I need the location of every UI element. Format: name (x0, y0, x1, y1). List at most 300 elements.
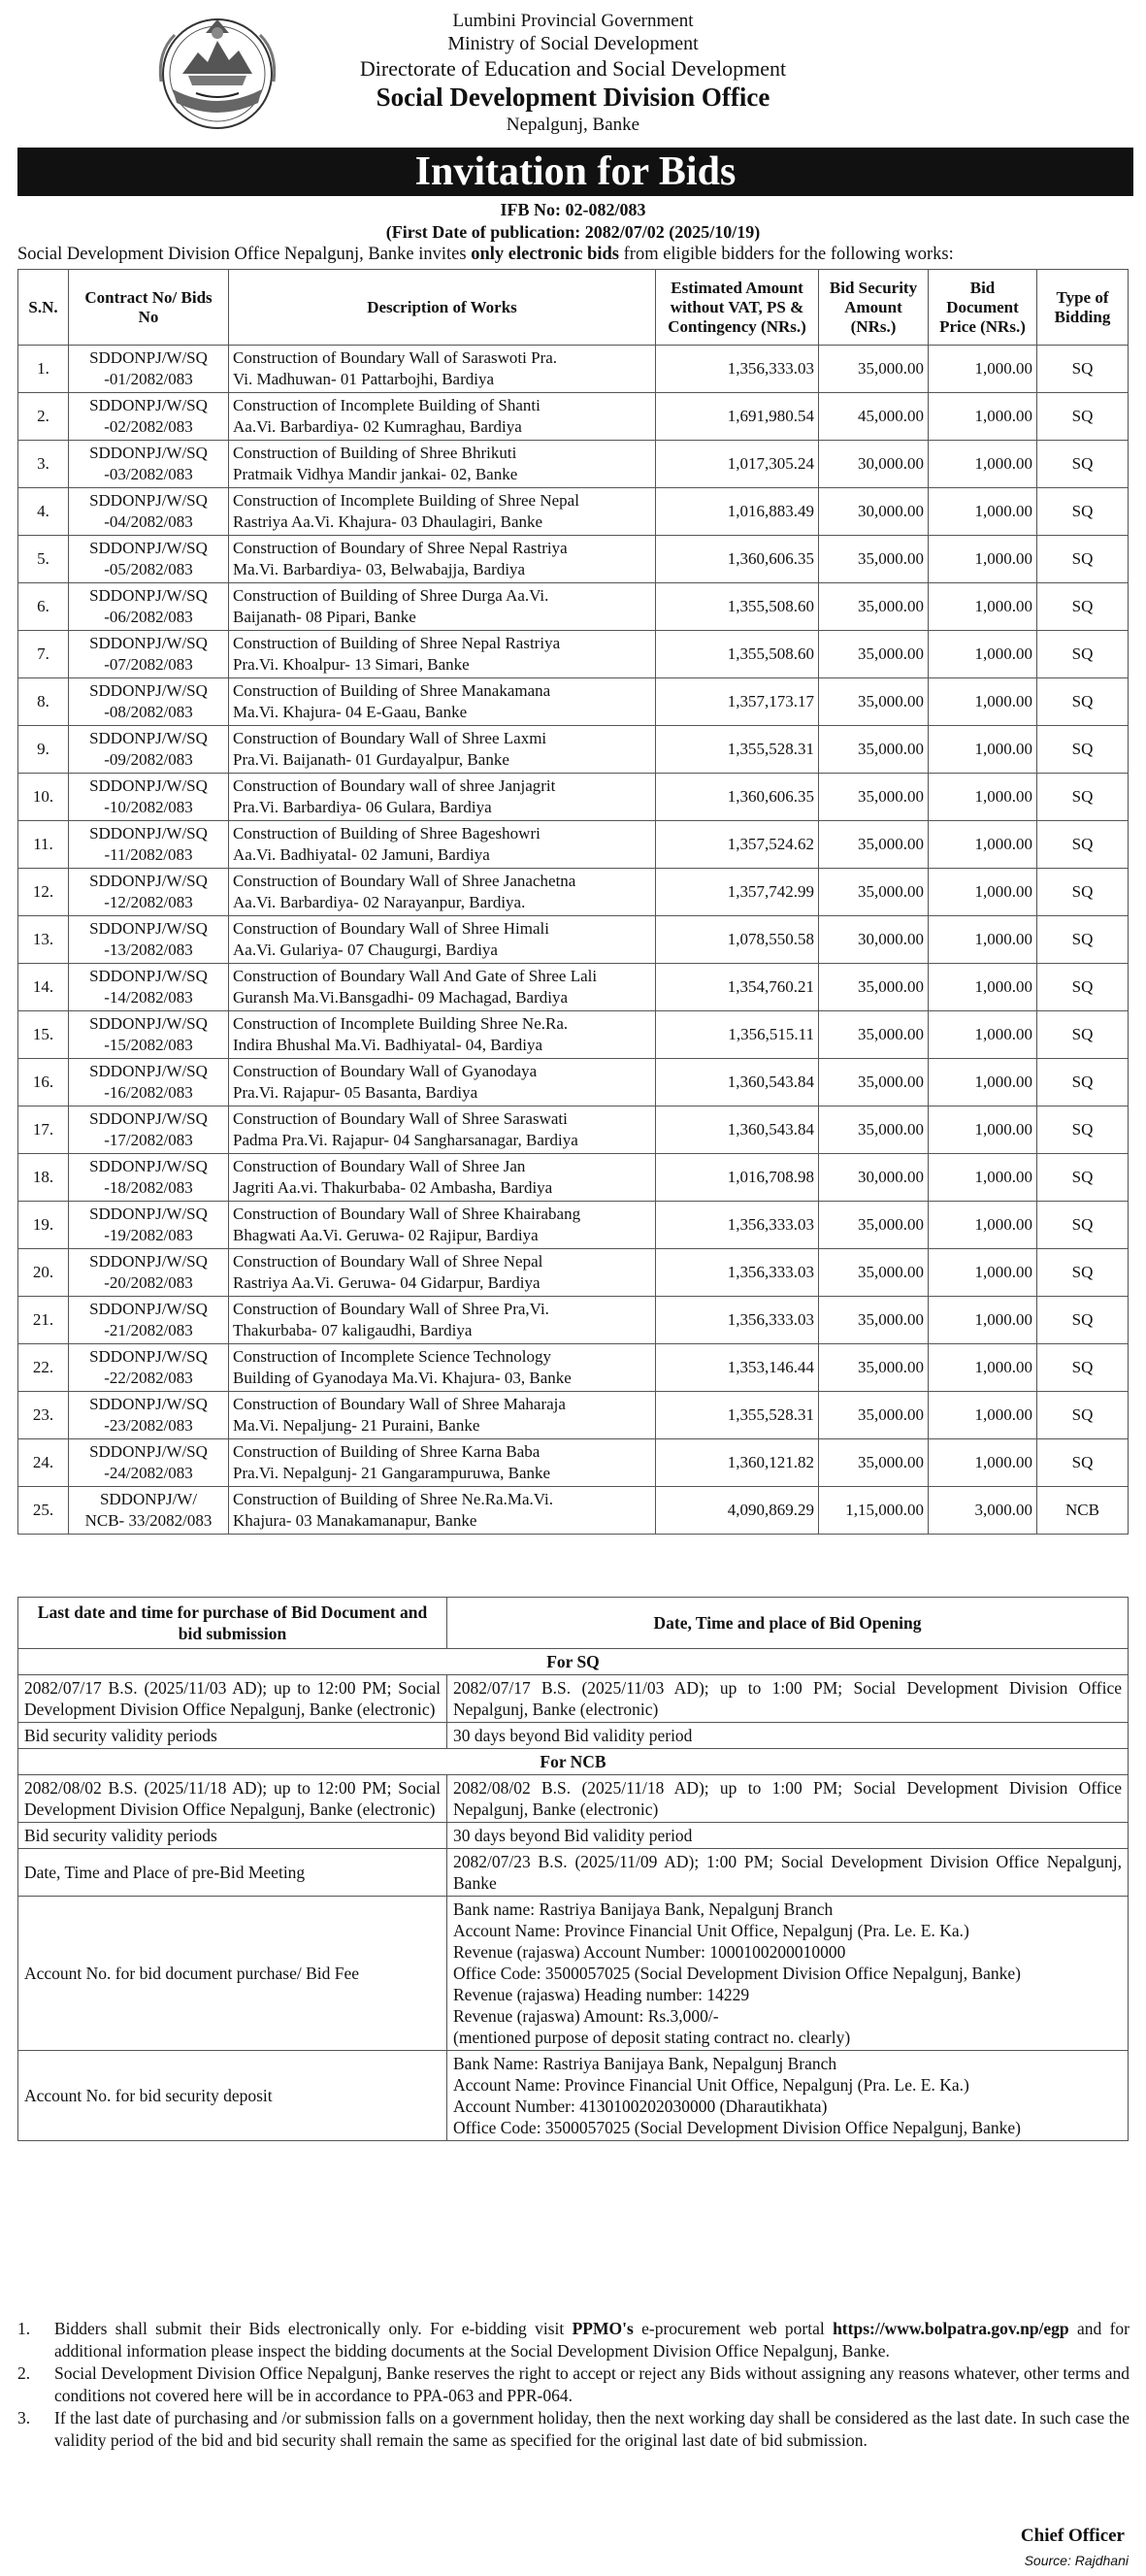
cell-contract-no-line: SDDONPJ/W/SQ (89, 1205, 208, 1223)
schedule-col1-header: Last date and time for purchase of Bid Document and bid submission (18, 1598, 447, 1649)
deposit-account-number: Account Number: 4130100202030000 (Dharautikhata) (453, 2097, 828, 2116)
cell-estimate-line: 1,356,333.03 (727, 359, 814, 378)
cell-security (819, 1011, 929, 1059)
cell-sn (18, 1106, 69, 1154)
cell-description-line: Vi. Madhuwan- 01 Pattarbojhi, Bardiya (233, 370, 495, 388)
provincial-government: Lumbini Provincial Government (452, 11, 694, 31)
cell-description-line: Construction of Building of Shree Bageshowri (233, 824, 540, 842)
cell-doc-price-line: 1,000.00 (974, 787, 1032, 806)
cell-description (229, 393, 656, 441)
cell-security (819, 1249, 929, 1297)
col-security: Bid Security Amount (NRs.) (819, 270, 929, 346)
intro-after: from eligible bidders for the following works: (619, 245, 954, 264)
cell-estimate-line: 4,090,869.29 (727, 1501, 814, 1519)
cell-type (1037, 393, 1129, 441)
office-name: Social Development Division Office (376, 83, 770, 113)
note-3 (17, 2407, 1130, 2452)
cell-estimate-line: 1,356,333.03 (727, 1263, 814, 1281)
cell-contract-no-line: SDDONPJ/W/ (99, 1490, 198, 1508)
cell-estimate (656, 1392, 819, 1439)
fee-account-row (18, 1897, 1129, 2051)
cell-security (819, 1106, 929, 1154)
cell-description (229, 631, 656, 678)
cell-type-line: SQ (1071, 1263, 1094, 1281)
cell-contract-no-line: SDDONPJ/W/SQ (89, 1395, 208, 1413)
cell-sn-line: 16. (32, 1073, 54, 1091)
cell-sn-line: 23. (32, 1405, 54, 1424)
cell-sn-line: 19. (32, 1215, 54, 1234)
cell-doc-price-line: 1,000.00 (974, 597, 1032, 615)
cell-contract-no (69, 916, 229, 964)
cell-security-line: 35,000.00 (858, 1310, 924, 1329)
cell-description-line: Padma Pra.Vi. Rajapur- 04 Sangharsanagar, Bardiya (233, 1131, 578, 1149)
cell-type-line: SQ (1071, 597, 1094, 615)
cell-security-line: 35,000.00 (858, 1025, 924, 1043)
cell-estimate (656, 631, 819, 678)
cell-doc-price (929, 916, 1037, 964)
cell-description-line: Construction of Boundary Wall of Gyanodaya (233, 1062, 538, 1080)
cell-estimate-line: 1,355,528.31 (727, 1405, 814, 1424)
cell-description-line: Construction of Boundary Wall of Shree Himali (233, 919, 549, 938)
ncb-dates-row (18, 1775, 1129, 1823)
cell-sn-line: 3. (37, 454, 49, 473)
cell-type (1037, 916, 1129, 964)
cell-security-line: 35,000.00 (858, 1358, 924, 1376)
cell-contract-no (69, 488, 229, 536)
cell-description (229, 1202, 656, 1249)
cell-description-line: Pra.Vi. Barbardiya- 06 Gulara, Bardiya (233, 798, 492, 816)
table-row (18, 726, 1129, 774)
ncb-opening: 2082/08/02 B.S. (2025/11/18 AD); up to 1:00 PM; Social Development Division Office Nepalgunj, Banke (electronic) (447, 1775, 1129, 1823)
cell-contract-no-line: -20/2082/083 (104, 1273, 193, 1292)
cell-security-line: 30,000.00 (858, 502, 924, 520)
cell-description-line: Construction of Boundary Wall of Shree Maharaja (233, 1395, 566, 1413)
header-text (0, 10, 1146, 137)
cell-description-line: Pra.Vi. Baijanath- 01 Gurdayalpur, Banke (233, 750, 509, 769)
table-row (18, 393, 1129, 441)
cell-description-line: Ma.Vi. Nepaljung- 21 Puraini, Banke (233, 1416, 480, 1435)
cell-description-line: Indira Bhushal Ma.Vi. Badhiyatal- 04, Bardiya (233, 1036, 543, 1054)
cell-contract-no-line: -02/2082/083 (104, 417, 193, 436)
bids-table-body (18, 346, 1129, 1535)
deposit-account-row (18, 2051, 1129, 2141)
directorate-name: Directorate of Education and Social Development (359, 55, 787, 81)
deposit-account-details (447, 2051, 1129, 2141)
cell-type-line: SQ (1071, 359, 1094, 378)
cell-contract-no-line: SDDONPJ/W/SQ (89, 776, 208, 795)
cell-contract-no (69, 536, 229, 583)
note-text: If the last date of purchasing and /or submission falls on a government holiday, then the next working day shall be considered as the last date. In such case the validity period of the bid and bid security shall remain the same as specified for the original last date of bid submission. (54, 2408, 1130, 2450)
table-row (18, 869, 1129, 916)
cell-doc-price (929, 1059, 1037, 1106)
cell-description-line: Guransh Ma.Vi.Bansgadhi- 09 Machagad, Bardiya (233, 988, 569, 1007)
cell-contract-no (69, 1439, 229, 1487)
cell-doc-price-line: 1,000.00 (974, 359, 1032, 378)
bids-table (17, 269, 1129, 1535)
cell-estimate-line: 1,016,883.49 (727, 502, 814, 520)
cell-description-line: Khajura- 03 Manakamanapur, Banke (233, 1511, 477, 1530)
cell-description-line: Construction of Building of Shree Manakamana (233, 681, 551, 700)
cell-doc-price (929, 1297, 1037, 1344)
fee-office-code: Office Code: 3500057025 (Social Development Division Office Nepalgunj, Banke) (453, 1964, 1021, 1983)
cell-doc-price-line: 1,000.00 (974, 930, 1032, 948)
cell-estimate-line: 1,691,980.54 (727, 407, 814, 425)
cell-doc-price-line: 1,000.00 (974, 549, 1032, 568)
cell-contract-no-line: SDDONPJ/W/SQ (89, 872, 208, 890)
cell-description (229, 821, 656, 869)
cell-sn-line: 7. (37, 644, 49, 663)
table-row (18, 631, 1129, 678)
table-row (18, 1392, 1129, 1439)
sq-section-row (18, 1649, 1129, 1675)
page-title: Invitation for Bids (17, 148, 1133, 196)
sq-validity-value: 30 days beyond Bid validity period (447, 1723, 1129, 1749)
cell-contract-no (69, 1297, 229, 1344)
cell-contract-no-line: -23/2082/083 (104, 1416, 193, 1435)
table-row (18, 1011, 1129, 1059)
cell-contract-no (69, 1011, 229, 1059)
table-row (18, 821, 1129, 869)
cell-estimate (656, 821, 819, 869)
sq-section-label: For SQ (18, 1649, 1129, 1675)
cell-contract-no-line: SDDONPJ/W/SQ (89, 586, 208, 605)
cell-contract-no-line: SDDONPJ/W/SQ (89, 919, 208, 938)
cell-doc-price-line: 1,000.00 (974, 454, 1032, 473)
cell-contract-no-line: SDDONPJ/W/SQ (89, 824, 208, 842)
cell-sn (18, 1297, 69, 1344)
cell-contract-no (69, 774, 229, 821)
fee-note: (mentioned purpose of deposit stating contract no. clearly) (453, 2028, 851, 2047)
fee-account-number: Revenue (rajaswa) Account Number: 1000100200010000 (453, 1942, 846, 1962)
note-text: Social Development Division Office Nepalgunj, Banke reserves the right to accept or reject any Bids without assigning any reasons whatever, other terms and conditions not covered here will be in accordance to PPA-063 and PPR-064. (54, 2363, 1130, 2405)
cell-sn (18, 1202, 69, 1249)
sq-validity-row (18, 1723, 1129, 1749)
cell-estimate (656, 1487, 819, 1535)
cell-description (229, 1154, 656, 1202)
cell-doc-price-line: 1,000.00 (974, 692, 1032, 710)
cell-contract-no-line: -16/2082/083 (104, 1083, 193, 1102)
cell-contract-no-line: -19/2082/083 (104, 1226, 193, 1244)
cell-contract-no-line: -09/2082/083 (104, 750, 193, 769)
cell-estimate (656, 1297, 819, 1344)
cell-description-line: Rastriya Aa.Vi. Geruwa- 04 Gidarpur, Bardiya (233, 1273, 540, 1292)
cell-security (819, 583, 929, 631)
cell-sn (18, 726, 69, 774)
sq-dates-row (18, 1675, 1129, 1723)
cell-doc-price-line: 1,000.00 (974, 977, 1032, 996)
cell-contract-no-line: -21/2082/083 (104, 1321, 193, 1339)
cell-contract-no-line: SDDONPJ/W/SQ (89, 729, 208, 747)
cell-sn (18, 821, 69, 869)
fee-amount: Revenue (rajaswa) Amount: Rs.3,000/- (453, 2006, 719, 2026)
cell-type-line: SQ (1071, 1120, 1094, 1139)
cell-doc-price-line: 1,000.00 (974, 502, 1032, 520)
cell-doc-price-line: 1,000.00 (974, 1405, 1032, 1424)
cell-sn-line: 24. (32, 1453, 54, 1471)
ncb-section-label: For NCB (18, 1749, 1129, 1775)
cell-doc-price-line: 1,000.00 (974, 1215, 1032, 1234)
cell-estimate (656, 726, 819, 774)
cell-sn-line: 21. (32, 1310, 54, 1329)
cell-estimate (656, 393, 819, 441)
deposit-office-code: Office Code: 3500057025 (Social Development Division Office Nepalgunj, Banke) (453, 2118, 1021, 2137)
cell-security-line: 35,000.00 (858, 1120, 924, 1139)
cell-estimate (656, 1059, 819, 1106)
cell-description (229, 1011, 656, 1059)
cell-type-line: SQ (1071, 1310, 1094, 1329)
cell-security (819, 1344, 929, 1392)
cell-sn-line: 15. (32, 1025, 54, 1043)
table-row (18, 1487, 1129, 1535)
cell-contract-no (69, 1106, 229, 1154)
cell-description (229, 441, 656, 488)
note-2 (17, 2362, 1130, 2407)
cell-estimate-line: 1,078,550.58 (727, 930, 814, 948)
cell-security-line: 35,000.00 (858, 882, 924, 901)
cell-estimate (656, 346, 819, 393)
cell-estimate-line: 1,355,508.60 (727, 597, 814, 615)
cell-type (1037, 726, 1129, 774)
cell-contract-no (69, 393, 229, 441)
cell-description-line: Aa.Vi. Barbardiya- 02 Kumraghau, Bardiya (233, 417, 522, 436)
cell-doc-price-line: 1,000.00 (974, 1073, 1032, 1091)
cell-sn-line: 17. (32, 1120, 54, 1139)
table-row (18, 1249, 1129, 1297)
cell-contract-no-line: -10/2082/083 (104, 798, 193, 816)
cell-sn (18, 631, 69, 678)
cell-doc-price (929, 1202, 1037, 1249)
cell-security-line: 35,000.00 (858, 692, 924, 710)
ifb-block (0, 199, 1146, 244)
egp-link[interactable]: https://www.bolpatra.gov.np/egp (833, 2319, 1069, 2338)
cell-type (1037, 1202, 1129, 1249)
cell-security (819, 726, 929, 774)
cell-sn (18, 1344, 69, 1392)
cell-description (229, 583, 656, 631)
header (0, 0, 1146, 146)
cell-type (1037, 631, 1129, 678)
cell-description (229, 1249, 656, 1297)
cell-type (1037, 869, 1129, 916)
cell-description-line: Construction of Boundary Wall And Gate of Shree Lali (233, 967, 598, 985)
cell-security-line: 35,000.00 (858, 644, 924, 663)
cell-type-line: SQ (1071, 454, 1094, 473)
cell-estimate (656, 583, 819, 631)
note-text: and for additional information please inspect the bidding documents at the Social Development Division Office Nepalgunj, Banke. (54, 2319, 1130, 2361)
cell-type-line: SQ (1071, 835, 1094, 853)
cell-type-line: SQ (1071, 740, 1094, 758)
prebid-value: 2082/07/23 B.S. (2025/11/09 AD); 1:00 PM; Social Development Division Office Nepalgunj, Banke (447, 1849, 1129, 1897)
cell-description-line: Construction of Building of Shree Nepal Rastriya (233, 634, 561, 652)
cell-security-line: 35,000.00 (858, 597, 924, 615)
cell-doc-price (929, 536, 1037, 583)
cell-sn (18, 678, 69, 726)
cell-description-line: Bhagwati Aa.Vi. Geruwa- 02 Rajipur, Bardiya (233, 1226, 539, 1244)
cell-estimate-line: 1,360,543.84 (727, 1073, 814, 1091)
cell-security (819, 346, 929, 393)
cell-sn (18, 1439, 69, 1487)
cell-doc-price-line: 1,000.00 (974, 1168, 1032, 1186)
cell-contract-no (69, 1487, 229, 1535)
cell-contract-no-line: SDDONPJ/W/SQ (89, 1109, 208, 1128)
cell-type-line: NCB (1065, 1501, 1099, 1519)
cell-doc-price (929, 726, 1037, 774)
fee-account-details (447, 1897, 1129, 2051)
cell-description-line: Pra.Vi. Nepalgunj- 21 Gangarampuruwa, Banke (233, 1464, 551, 1482)
cell-sn-line: 22. (32, 1358, 54, 1376)
table-row (18, 346, 1129, 393)
cell-contract-no (69, 441, 229, 488)
note-number: 2. (17, 2363, 31, 2383)
cell-description-line: Construction of Incomplete Building of Shree Nepal (233, 491, 579, 510)
cell-security (819, 631, 929, 678)
cell-description (229, 1487, 656, 1535)
cell-doc-price (929, 964, 1037, 1011)
office-location: Nepalgunj, Banke (506, 115, 640, 136)
cell-contract-no (69, 964, 229, 1011)
cell-estimate (656, 441, 819, 488)
cell-contract-no-line: -13/2082/083 (104, 941, 193, 959)
cell-estimate-line: 1,360,606.35 (727, 549, 814, 568)
cell-sn-line: 9. (37, 740, 49, 758)
deposit-bank-name: Bank Name: Rastriya Banijaya Bank, Nepalgunj Branch (453, 2054, 837, 2073)
publication-date: (First Date of publication: 2082/07/02 (2025/10/19) (385, 222, 761, 242)
cell-estimate (656, 488, 819, 536)
cell-contract-no (69, 678, 229, 726)
cell-estimate-line: 1,016,708.98 (727, 1168, 814, 1186)
cell-type (1037, 1344, 1129, 1392)
cell-type (1037, 1154, 1129, 1202)
cell-description-line: Construction of Boundary Wall of Shree Jan (233, 1157, 526, 1175)
source-credit: Source: Rajdhani (1024, 2553, 1129, 2568)
cell-type-line: SQ (1071, 1405, 1094, 1424)
cell-type-line: SQ (1071, 1215, 1094, 1234)
cell-sn (18, 536, 69, 583)
cell-doc-price-line: 1,000.00 (974, 1263, 1032, 1281)
cell-description-line: Construction of Building of Shree Karna Baba (233, 1442, 540, 1461)
table-row (18, 536, 1129, 583)
cell-type (1037, 1392, 1129, 1439)
cell-description-line: Ma.Vi. Barbardiya- 03, Belwabajja, Bardiya (233, 560, 526, 578)
cell-type (1037, 441, 1129, 488)
cell-type (1037, 1059, 1129, 1106)
col-type: Type of Bidding (1037, 270, 1129, 346)
cell-doc-price-line: 1,000.00 (974, 1453, 1032, 1471)
ncb-validity-row (18, 1823, 1129, 1849)
cell-security-line: 35,000.00 (858, 1215, 924, 1234)
ncb-section-row (18, 1749, 1129, 1775)
cell-type (1037, 964, 1129, 1011)
cell-doc-price (929, 774, 1037, 821)
cell-contract-no-line: -14/2082/083 (104, 988, 193, 1007)
cell-security (819, 393, 929, 441)
cell-security (819, 488, 929, 536)
cell-description-line: Jagriti Aa.vi. Thakurbaba- 02 Ambasha, Bardiya (233, 1178, 553, 1197)
col-doc-price: Bid Document Price (NRs.) (929, 270, 1037, 346)
cell-doc-price-line: 1,000.00 (974, 407, 1032, 425)
cell-description-line: Construction of Boundary Wall of Shree Pra,Vi. (233, 1300, 549, 1318)
cell-description-line: Building of Gyanodaya Ma.Vi. Khajura- 03, Banke (233, 1369, 572, 1387)
cell-sn-line: 13. (32, 930, 54, 948)
cell-contract-no-line: -22/2082/083 (104, 1369, 193, 1387)
cell-description-line: Construction of Boundary Wall of Shree Laxmi (233, 729, 547, 747)
cell-description (229, 726, 656, 774)
cell-description (229, 536, 656, 583)
cell-contract-no (69, 821, 229, 869)
cell-type (1037, 821, 1129, 869)
cell-type (1037, 1487, 1129, 1535)
table-row (18, 441, 1129, 488)
cell-doc-price (929, 488, 1037, 536)
cell-type (1037, 346, 1129, 393)
cell-contract-no (69, 1249, 229, 1297)
cell-estimate (656, 1154, 819, 1202)
ifb-number: IFB No: 02-082/083 (500, 200, 646, 219)
cell-description-line: Construction of Boundary Wall of Shree Saraswati (233, 1109, 568, 1128)
cell-sn (18, 1059, 69, 1106)
cell-estimate (656, 1106, 819, 1154)
cell-security (819, 678, 929, 726)
cell-doc-price (929, 393, 1037, 441)
cell-security-line: 35,000.00 (858, 740, 924, 758)
cell-doc-price (929, 1106, 1037, 1154)
cell-type (1037, 1106, 1129, 1154)
table-row (18, 678, 1129, 726)
cell-estimate (656, 1011, 819, 1059)
cell-estimate-line: 1,356,333.03 (727, 1215, 814, 1234)
cell-security-line: 30,000.00 (858, 454, 924, 473)
cell-estimate-line: 1,360,121.82 (727, 1453, 814, 1471)
cell-description-line: Construction of Incomplete Building of Shanti (233, 396, 540, 414)
cell-description-line: Aa.Vi. Barbardiya- 02 Narayanpur, Bardiya. (233, 893, 526, 911)
cell-type-line: SQ (1071, 787, 1094, 806)
cell-description-line: Aa.Vi. Gulariya- 07 Chaugurgi, Bardiya (233, 941, 498, 959)
cell-security-line: 35,000.00 (858, 1073, 924, 1091)
prebid-row (18, 1849, 1129, 1897)
cell-sn (18, 583, 69, 631)
cell-contract-no-line: -08/2082/083 (104, 703, 193, 721)
cell-doc-price (929, 631, 1037, 678)
cell-doc-price (929, 1487, 1037, 1535)
cell-estimate (656, 1249, 819, 1297)
cell-security-line: 30,000.00 (858, 1168, 924, 1186)
cell-type-line: SQ (1071, 977, 1094, 996)
cell-sn (18, 916, 69, 964)
table-row (18, 774, 1129, 821)
cell-estimate (656, 916, 819, 964)
cell-description (229, 488, 656, 536)
cell-description-line: Pra.Vi. Rajapur- 05 Basanta, Bardiya (233, 1083, 478, 1102)
cell-doc-price (929, 678, 1037, 726)
cell-contract-no-line: SDDONPJ/W/SQ (89, 491, 208, 510)
cell-description (229, 1297, 656, 1344)
cell-sn (18, 1487, 69, 1535)
cell-description-line: Construction of Incomplete Science Technology (233, 1347, 552, 1366)
sq-submission: 2082/07/17 B.S. (2025/11/03 AD); up to 12:00 PM; Social Development Division Office Nepalgunj, Banke (electronic) (18, 1675, 447, 1723)
signature: Chief Officer (1020, 2526, 1125, 2546)
cell-sn (18, 774, 69, 821)
cell-description (229, 774, 656, 821)
cell-type (1037, 1011, 1129, 1059)
table-row (18, 583, 1129, 631)
sq-opening: 2082/07/17 B.S. (2025/11/03 AD); up to 1:00 PM; Social Development Division Office Nepalgunj, Banke (electronic) (447, 1675, 1129, 1723)
cell-security-line: 35,000.00 (858, 359, 924, 378)
cell-security (819, 821, 929, 869)
note-1 (17, 2318, 1130, 2362)
cell-description-line: Construction of Boundary wall of shree Janjagrit (233, 776, 556, 795)
cell-description-line: Construction of Boundary Wall of Saraswoti Pra. (233, 348, 558, 367)
ppmo-bold: PPMO's (572, 2319, 634, 2338)
